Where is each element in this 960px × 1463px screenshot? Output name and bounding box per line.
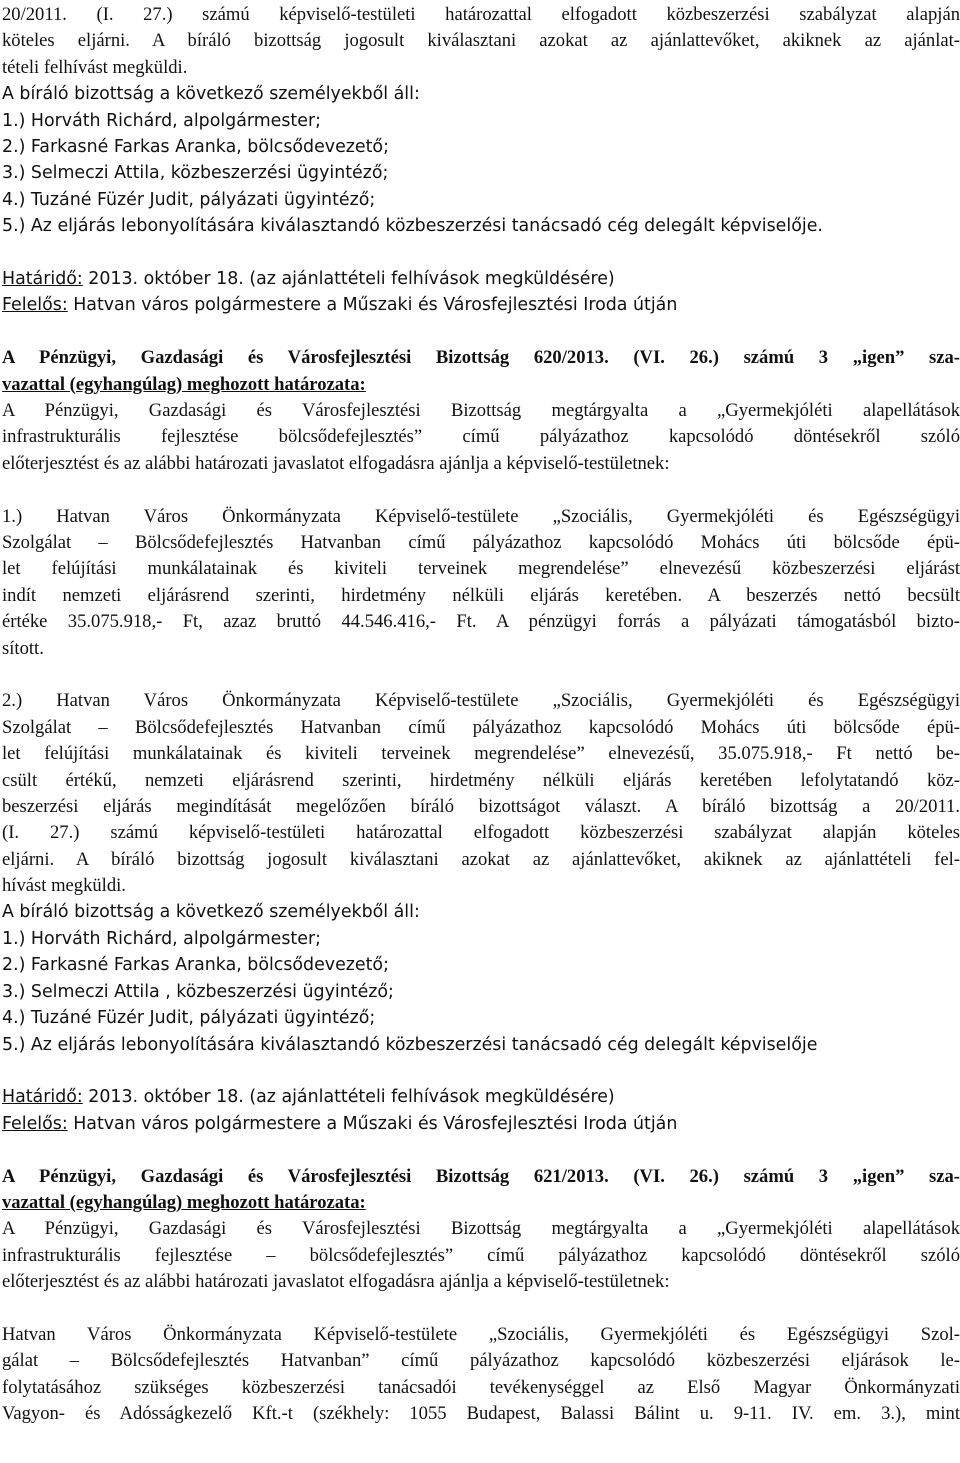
- text-line: indít nemzeti eljárásrend szerinti, hirdetmény nélküli eljárás keretében. A beszerzés nettó becsült: [2, 584, 960, 606]
- text-line: A Pénzügyi, Gazdasági és Városfejlesztési Bizottság megtárgyalta a „Gyermekjóléti alapellátások: [2, 1218, 960, 1240]
- committee-members-title: A bíráló bizottság a következő személyekből áll:: [2, 902, 420, 923]
- member-item: 2.) Farkasné Farkas Aranka, bölcsődevezető;: [2, 137, 389, 157]
- text-line: sított.: [2, 637, 44, 659]
- committee-members-title: A bíráló bizottság a következő személyekből áll:: [2, 84, 420, 105]
- responsible-line: [2, 292, 960, 318]
- responsible-line: [2, 1111, 960, 1137]
- member-item: 4.) Tuzáné Füzér Judit, pályázati ügyintéző;: [2, 189, 376, 210]
- text-line: 1.) Hatvan Város Önkormányzata Képviselő-testülete „Szociális, Gyermekjóléti és Egészségügyi: [2, 505, 960, 527]
- text-line: köteles eljárni. A bíráló bizottság jogosult kiválasztani azokat az ajánlattevőket, akiknek az ajánlat-: [2, 30, 960, 52]
- text-line: 2.) Hatvan Város Önkormányzata Képviselő-testülete „Szociális, Gyermekjóléti és Egészségügyi: [2, 690, 960, 712]
- text-line: beszerzési eljárás megindítását megelőzően bíráló bizottságot választ. A bíráló bizottság a 20/2011.: [2, 795, 960, 817]
- deadline-line: [2, 266, 960, 292]
- text-line: csült értékű, nemzeti eljárásrend szerinti, hirdetmény nélküli eljárás keretében lefolytatandó köz-: [2, 769, 960, 791]
- text-line: eljárni. A bíráló bizottság jogosult kiválasztani azokat az ajánlattevőket, akiknek az ajánlattételi fel-: [2, 848, 960, 870]
- text-line: hívást megküldi.: [2, 875, 126, 897]
- text-line: gálat – Bölcsődefejlesztés Hatvanban” című pályázathoz kapcsolódó közbeszerzési eljárások le-: [2, 1350, 960, 1372]
- member-item: 4.) Tuzáné Füzér Judit, pályázati ügyintéző;: [2, 1008, 376, 1029]
- resolution-title: vazattal (egyhangúlag) meghozott határozata:: [2, 373, 366, 395]
- member-item: 1.) Horváth Richárd, alpolgármester;: [2, 110, 321, 131]
- responsible-value: Hatvan város polgármestere a Műszaki és Városfejlesztési Iroda útján: [67, 1113, 678, 1134]
- responsible-value: Hatvan város polgármestere a Műszaki és Városfejlesztési Iroda útján: [67, 295, 678, 316]
- resolution-title: A Pénzügyi, Gazdasági és Városfejlesztési Bizottság 621/2013. (VI. 26.) számú 3 „igen” sza-: [2, 1165, 960, 1187]
- text-line: infrastrukturális fejlesztése – bölcsődefejlesztés” című pályázathoz kapcsolódó döntésekről szóló: [2, 1244, 960, 1266]
- deadline-value: 2013. október 18. (az ajánlattételi felhívások megküldésére): [82, 1087, 615, 1108]
- member-item: 3.) Selmeczi Attila , közbeszerzési ügyintéző;: [2, 981, 394, 1002]
- text-line: Vagyon- és Adósságkezelő Kft.-t (székhely: 1055 Budapest, Balassi Bálint u. 9-11. IV. em. 3.), mint: [2, 1403, 960, 1425]
- deadline-value: 2013. október 18. (az ajánlattételi felhívások megküldésére): [82, 269, 615, 290]
- text-line: előterjesztést és az alábbi határozati javaslatot elfogadásra ajánlja a képviselő-testületnek:: [2, 452, 670, 474]
- text-line: Hatvan Város Önkormányzata Képviselő-testülete „Szociális, Gyermekjóléti és Egészségügyi Szol-: [2, 1323, 960, 1345]
- responsible-label: Felelős:: [2, 1113, 68, 1134]
- text-line: let felújítási munkálatainak és kiviteli terveinek megrendelése” elnevezésű közbeszerzési eljárást: [2, 558, 960, 580]
- text-line: 20/2011. (I. 27.) számú képviselő-testületi határozattal elfogadott közbeszerzési szabályzat alapján: [2, 4, 960, 25]
- text-line: infrastrukturális fejlesztése bölcsődefejlesztés” című pályázathoz kapcsolódó döntésekről szóló: [2, 426, 960, 448]
- deadline-line: [2, 1084, 960, 1110]
- deadline-label: Határidő:: [2, 269, 83, 290]
- member-item: 2.) Farkasné Farkas Aranka, bölcsődevezető;: [2, 955, 389, 976]
- text-line: folytatásához szükséges közbeszerzési tanácsadói tevékenységgel az Első Magyar Önkormányzati: [2, 1376, 960, 1398]
- member-item: 1.) Horváth Richárd, alpolgármester;: [2, 928, 321, 949]
- resolution-title: A Pénzügyi, Gazdasági és Városfejlesztési Bizottság 620/2013. (VI. 26.) számú 3 „igen” sza-: [2, 347, 960, 369]
- text-line: A Pénzügyi, Gazdasági és Városfejlesztési Bizottság megtárgyalta a „Gyermekjóléti alapellátások: [2, 400, 960, 422]
- deadline-label: Határidő:: [2, 1087, 83, 1108]
- member-item: 5.) Az eljárás lebonyolítására kiválasztandó közbeszerzési tanácsadó cég delegált képviselője.: [2, 216, 823, 237]
- text-line: (I. 27.) számú képviselő-testületi határozattal elfogadott közbeszerzési szabályzat alapján köteles: [2, 822, 960, 844]
- member-item: 3.) Selmeczi Attila, közbeszerzési ügyintéző;: [2, 163, 389, 184]
- text-line: Szolgálat – Bölcsődefejlesztés Hatvanban című pályázathoz kapcsolódó Mohács úti bölcsőde épü-: [2, 716, 960, 738]
- text-line: értéke 35.075.918,- Ft, azaz bruttó 44.546.416,- Ft. A pénzügyi forrás a pályázati támogatásból bizto-: [2, 611, 960, 633]
- text-line: előterjesztést és az alábbi határozati javaslatot elfogadásra ajánlja a képviselő-testületnek:: [2, 1271, 670, 1293]
- member-item: 5.) Az eljárás lebonyolítására kiválasztandó közbeszerzési tanácsadó cég delegált képviselője: [2, 1034, 818, 1055]
- text-line: tételi felhívást megküldi.: [2, 56, 188, 78]
- responsible-label: Felelős:: [2, 295, 68, 316]
- resolution-title: vazattal (egyhangúlag) meghozott határozata:: [2, 1191, 366, 1213]
- text-line: Szolgálat – Bölcsődefejlesztés Hatvanban című pályázathoz kapcsolódó Mohács úti bölcsőde épü-: [2, 531, 960, 553]
- text-line: let felújítási munkálatainak és kiviteli terveinek megrendelése” elnevezésű, 35.075.918,- Ft nettó be-: [2, 743, 960, 765]
